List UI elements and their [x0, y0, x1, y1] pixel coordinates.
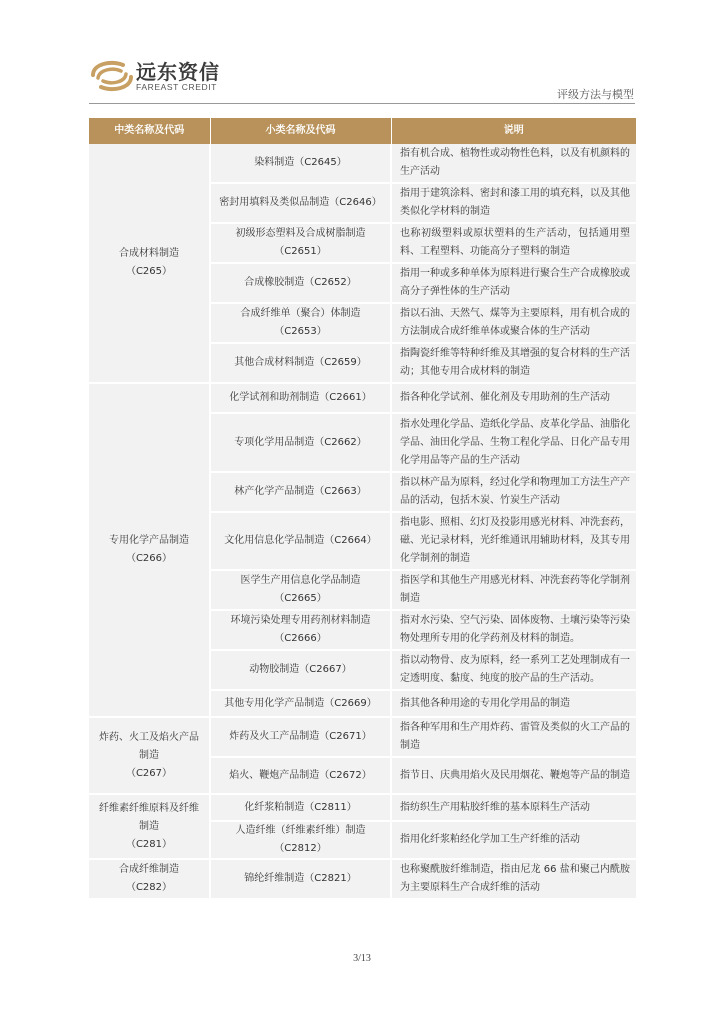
table-row	[89, 144, 636, 183]
description-cell: 指对水污染、空气污染、固体废物、土壤污染等污染物处理所专用的化学药剂及材料的制造。	[391, 610, 636, 650]
description-cell: 指节日、庆典用焰火及民用烟花、鞭炮等产品的制造	[391, 757, 636, 794]
sub-category-cell: 专项化学用品制造（C2662）	[210, 413, 391, 472]
sub-category-cell: 文化用信息化学品制造（C2664）	[210, 512, 391, 570]
mid-category-code: （C267）	[125, 767, 173, 779]
page-number: 3/13	[353, 953, 371, 964]
sub-category-cell: 化学试剂和助剂制造（C2661）	[210, 383, 391, 413]
description-cell: 指水处理化学品、造纸化学品、皮革化学品、油脂化学品、油田化学品、生物工程化学品、日化产品专用化学用品等产品的生产活动	[391, 413, 636, 472]
table-row	[89, 383, 636, 413]
sub-category-cell: 医学生产用信息化学品制造（C2665）	[210, 570, 391, 610]
mid-category-name: 专用化学产品制造	[109, 535, 189, 546]
mid-category-cell	[89, 717, 210, 794]
brand-logo	[90, 58, 230, 98]
sub-category-cell: 初级形态塑料及合成树脂制造（C2651）	[210, 223, 391, 263]
description-cell: 指陶瓷纤维等特种纤维及其增强的复合材料的生产活动；其他专用合成材料的制造	[391, 343, 636, 383]
industry-classification-table	[89, 118, 636, 900]
mid-category-code: （C266）	[125, 553, 173, 564]
sub-category-cell: 其他专用化学产品制造（C2669）	[210, 690, 391, 717]
sub-category-cell: 炸药及火工产品制造（C2671）	[210, 717, 391, 757]
table-row	[89, 859, 636, 899]
description-cell: 指纺织生产用粘胶纤维的基本原料生产活动	[391, 794, 636, 821]
sub-category-cell: 环境污染处理专用药剂材料制造（C2666）	[210, 610, 391, 650]
mid-category-cell	[89, 144, 210, 383]
description-cell: 指各种军用和生产用炸药、雷管及类似的火工产品的制造	[391, 717, 636, 757]
sub-category-cell: 密封用填料及类似品制造（C2646）	[210, 183, 391, 223]
mid-category-cell	[89, 859, 210, 899]
header-divider	[89, 103, 635, 104]
table-row	[89, 794, 636, 821]
fareast-logo-icon	[90, 58, 134, 94]
sub-category-cell: 人造纤维（纤维素纤维）制造（C2812）	[210, 821, 391, 859]
description-cell: 指用化纤浆粕经化学加工生产纤维的活动	[391, 821, 636, 859]
sub-category-cell: 锦纶纤维制造（C2821）	[210, 859, 391, 899]
description-cell: 指电影、照相、幻灯及投影用感光材料、冲洗套药，磁、光记录材料，光纤维通讯用辅助材料，及其专用化学制剂的制造	[391, 512, 636, 570]
brand-name-cn: 远东资信	[136, 60, 220, 84]
mid-category-code: （C282）	[125, 882, 173, 893]
description-cell: 指有机合成、植物性或动物性色料，以及有机颜料的生产活动	[391, 144, 636, 183]
column-header: 说明	[391, 118, 636, 144]
mid-category-cell	[89, 794, 210, 859]
description-cell: 指以林产品为原料，经过化学和物理加工方法生产产品的活动，包括木炭、竹炭生产活动	[391, 472, 636, 512]
column-header: 中类名称及代码	[89, 118, 210, 144]
sub-category-cell: 化纤浆粕制造（C2811）	[210, 794, 391, 821]
column-header: 小类名称及代码	[210, 118, 391, 144]
mid-category-code: （C281）	[125, 838, 173, 850]
sub-category-cell: 合成橡胶制造（C2652）	[210, 263, 391, 303]
sub-category-cell: 其他合成材料制造（C2659）	[210, 343, 391, 383]
description-cell: 指用于建筑涂料、密封和漆工用的填充料，以及其他类似化学材料的制造	[391, 183, 636, 223]
sub-category-cell: 焰火、鞭炮产品制造（C2672）	[210, 757, 391, 794]
mid-category-name: 炸药、火工及焰火产品制造	[99, 731, 199, 761]
description-cell: 指各种化学试剂、催化剂及专用助剂的生产活动	[391, 383, 636, 413]
sub-category-cell: 合成纤维单（聚合）体制造（C2653）	[210, 303, 391, 343]
description-cell: 指医学和其他生产用感光材料、冲洗套药等化学制剂制造	[391, 570, 636, 610]
description-cell: 指用一种或多种单体为原料进行聚合生产合成橡胶或高分子弹性体的生产活动	[391, 263, 636, 303]
description-cell: 也称聚酰胺纤维制造，指由尼龙 66 盐和聚己内酰胺为主要原料生产合成纤维的活动	[391, 859, 636, 899]
table-header-row	[89, 118, 636, 144]
description-cell: 指其他各种用途的专用化学用品的制造	[391, 690, 636, 717]
mid-category-name: 合成纤维制造	[119, 864, 179, 875]
mid-category-name: 纤维素纤维原料及纤维制造	[99, 802, 199, 832]
mid-category-name: 合成材料制造	[119, 248, 179, 259]
sub-category-cell: 染料制造（C2645）	[210, 144, 391, 183]
description-cell: 指以动物骨、皮为原料，经一系列工艺处理制成有一定透明度、黏度、纯度的胶产品的生产活动。	[391, 650, 636, 690]
sub-category-cell: 林产化学产品制造（C2663）	[210, 472, 391, 512]
section-title: 评级方法与模型	[557, 88, 634, 101]
mid-category-cell	[89, 383, 210, 717]
sub-category-cell: 动物胶制造（C2667）	[210, 650, 391, 690]
description-cell: 也称初级塑料或原状塑料的生产活动，包括通用塑料、工程塑料、功能高分子塑料的制造	[391, 223, 636, 263]
brand-name-en: FAREAST CREDIT	[136, 82, 217, 92]
mid-category-code: （C265）	[125, 266, 173, 277]
table-row	[89, 717, 636, 757]
description-cell: 指以石油、天然气、煤等为主要原料，用有机合成的方法制成合成纤维单体或聚合体的生产活动	[391, 303, 636, 343]
